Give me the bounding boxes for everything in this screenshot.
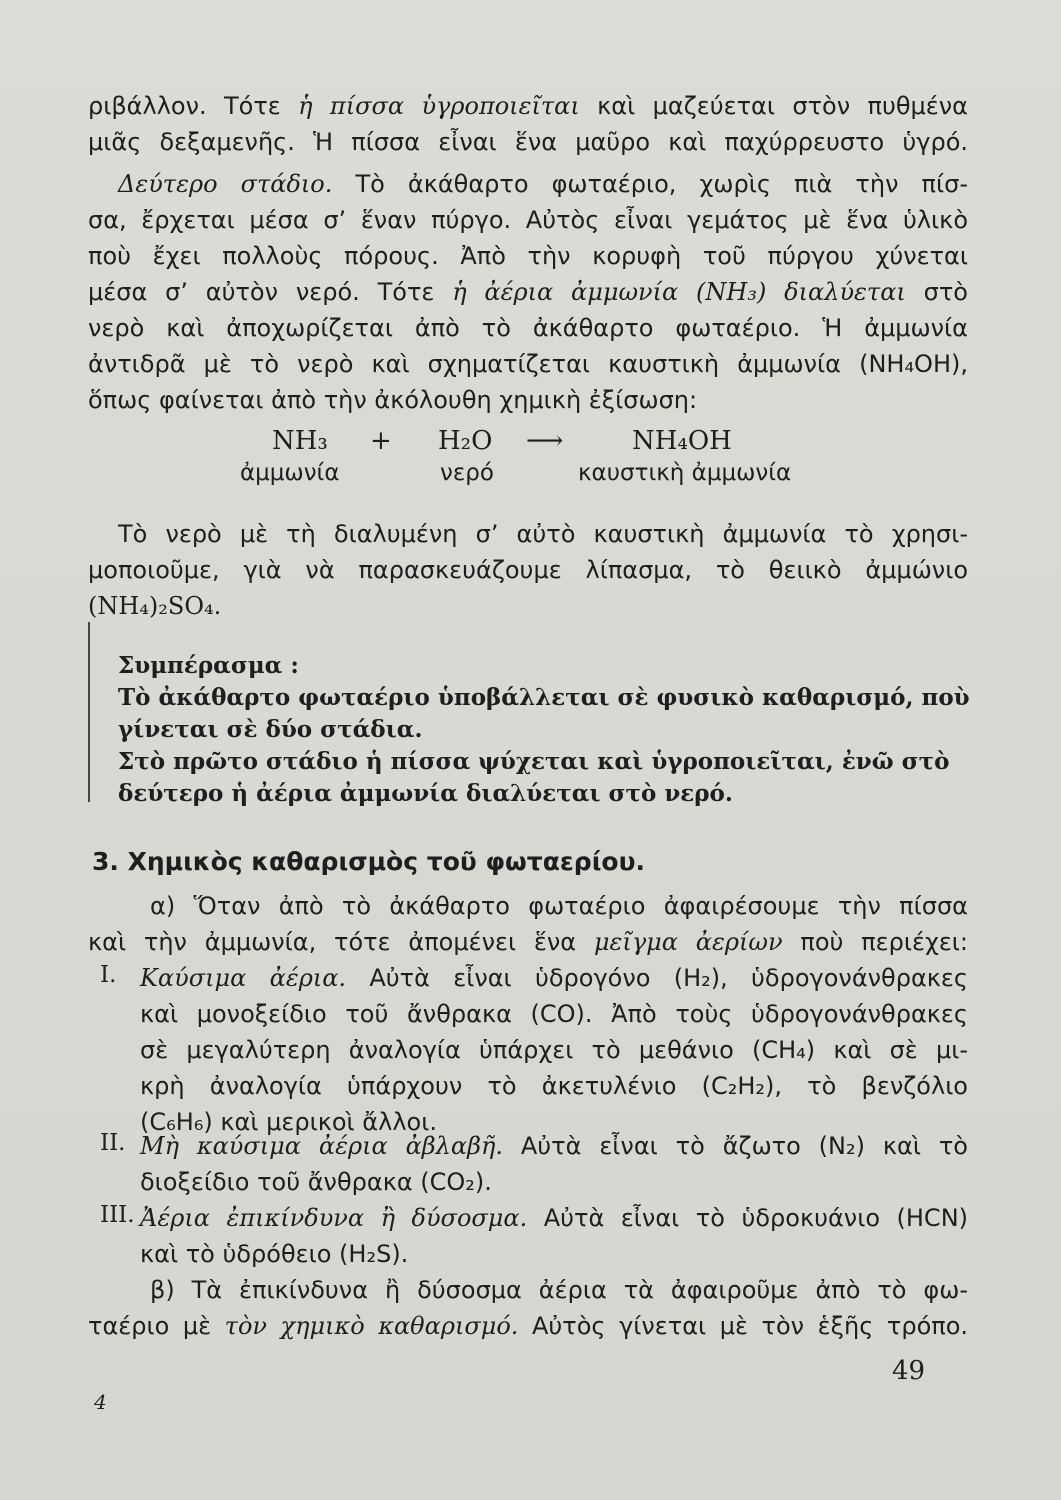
- text-line: Τὸ ἀκάθαρτο φωταέριο ὑποβάλλεται σὲ φυσικὸ καθαρισμό, ποὺ: [118, 684, 970, 711]
- text-line: σὲ μεγαλύτερη ἀναλογία ὑπάρχει τὸ μεθάνιο (CH₄) καὶ σὲ μι-: [140, 1036, 968, 1064]
- text-line: Μὴ καύσιμα ἀέρια ἀβλαβῆ. Αὐτὰ εἶναι τὸ ἄζωτο (N₂) καὶ τὸ: [140, 1132, 968, 1160]
- text-line: (NH₄)₂SO₄.: [88, 592, 222, 620]
- page-number: 49: [892, 1356, 926, 1386]
- text-line: ὅπως φαίνεται ἀπὸ τὴν ἀκόλουθη χημικὴ ἐξίσωση:: [88, 386, 698, 414]
- eq-label-product: καυστικὴ ἀμμωνία: [578, 460, 792, 486]
- text-line: νερὸ καὶ ἀποχωρίζεται ἀπὸ τὸ ἀκάθαρτο φωταέριο. Ἡ ἀμμωνία: [88, 314, 968, 342]
- conclusion-margin-bar: [88, 622, 90, 802]
- section-heading: 3. Χημικὸς καθαρισμὸς τοῦ φωταερίου.: [92, 847, 645, 876]
- text-line: Καύσιμα ἀέρια. Αὐτὰ εἶναι ὑδρογόνο (H₂), ὑδρογονάνθρακες: [140, 964, 968, 992]
- text-line: καὶ τὸ ὑδρόθειο (H₂S).: [140, 1240, 409, 1268]
- text-line: γίνεται σὲ δύο στάδια.: [118, 716, 423, 743]
- text-line: μοποιοῦμε, γιὰ νὰ παρασκευάζουμε λίπασμα, τὸ θειικὸ ἀμμώνιο: [88, 556, 968, 584]
- text-line: καὶ μονοξείδιο τοῦ ἄνθρακα (CO). Ἀπὸ τοὺς ὑδρογονάνθρακες: [140, 1000, 968, 1028]
- text-line: διοξείδιο τοῦ ἄνθρακα (CO₂).: [140, 1168, 492, 1196]
- text-line: σα, ἔρχεται μέσα σ’ ἕναν πύργο. Αὐτὸς εἶναι γεμάτος μὲ ἕνα ὑλικὸ: [88, 206, 968, 234]
- eq-plus: +: [370, 426, 392, 456]
- eq-arrow: ⟶: [526, 426, 564, 456]
- list-item-number: II.: [100, 1130, 126, 1156]
- eq-label-ammonia: ἀμμωνία: [240, 460, 340, 486]
- text-line: μέσα σ’ αὐτὸν νερό. Τότε ἡ ἀέρια ἀμμωνία (NH₃) διαλύεται στὸ: [88, 278, 968, 306]
- text-line: Δεύτερο στάδιο. Τὸ ἀκάθαρτο φωταέριο, χωρὶς πιὰ τὴν πίσ-: [118, 170, 968, 198]
- text-line: ριβάλλον. Τότε ἡ πίσσα ὑγροποιεῖται καὶ μαζεύεται στὸν πυθμένα: [88, 92, 968, 120]
- eq-label-water: νερό: [440, 460, 494, 486]
- text-line: δεύτερο ἡ ἀέρια ἀμμωνία διαλύεται στὸ νερό.: [118, 780, 733, 807]
- text-line: μιᾶς δεξαμενῆς. Ἡ πίσσα εἶναι ἕνα μαῦρο καὶ παχύρρευστο ὑγρό.: [88, 128, 968, 156]
- list-item-number: I.: [100, 962, 117, 988]
- signature-mark: 4: [94, 1390, 107, 1414]
- text-line: β) Τὰ ἐπικίνδυνα ἢ δύσοσμα ἀέρια τὰ ἀφαιροῦμε ἀπὸ τὸ φω-: [150, 1276, 968, 1304]
- text-line: Στὸ πρῶτο στάδιο ἡ πίσσα ψύχεται καὶ ὑγροποιεῖται, ἐνῶ στὸ: [118, 748, 950, 775]
- conclusion-title: Συμπέρασμα :: [118, 652, 299, 679]
- eq-reactant-water: H₂O: [438, 426, 493, 456]
- text-line: κρὴ ἀναλογία ὑπάρχουν τὸ ἀκετυλένιο (C₂H₂), τὸ βενζόλιο: [140, 1072, 968, 1100]
- text-line: ἀντιδρᾶ μὲ τὸ νερὸ καὶ σχηματίζεται καυστικὴ ἀμμωνία (NH₄OH),: [88, 350, 968, 378]
- text-line: Τὸ νερὸ μὲ τὴ διαλυμένη σ’ αὐτὸ καυστικὴ ἀμμωνία τὸ χρησι-: [118, 520, 968, 548]
- text-line: καὶ τὴν ἀμμωνία, τότε ἀπομένει ἕνα μεῖγμα ἀερίων ποὺ περιέχει:: [88, 928, 969, 956]
- text-line: Ἀέρια ἐπικίνδυνα ἢ δύσοσμα. Αὐτὰ εἶναι τὸ ὑδροκυάνιο (HCN): [140, 1204, 969, 1232]
- list-item-number: III.: [100, 1202, 135, 1228]
- text-line: α) Ὅταν ἀπὸ τὸ ἀκάθαρτο φωταέριο ἀφαιρέσουμε τὴν πίσσα: [150, 892, 968, 920]
- text-line: ποὺ ἔχει πολλοὺς πόρους. Ἀπὸ τὴν κορυφὴ τοῦ πύργου χύνεται: [88, 242, 968, 270]
- eq-reactant-ammonia: NH₃: [272, 426, 328, 456]
- eq-product: NH₄OH: [632, 426, 732, 456]
- text-line: ταέριο μὲ τὸν χημικὸ καθαρισμό. Αὐτὸς γίνεται μὲ τὸν ἑξῆς τρόπο.: [88, 1312, 969, 1340]
- text-line: (C₆H₆) καὶ μερικοὶ ἄλλοι.: [140, 1108, 437, 1136]
